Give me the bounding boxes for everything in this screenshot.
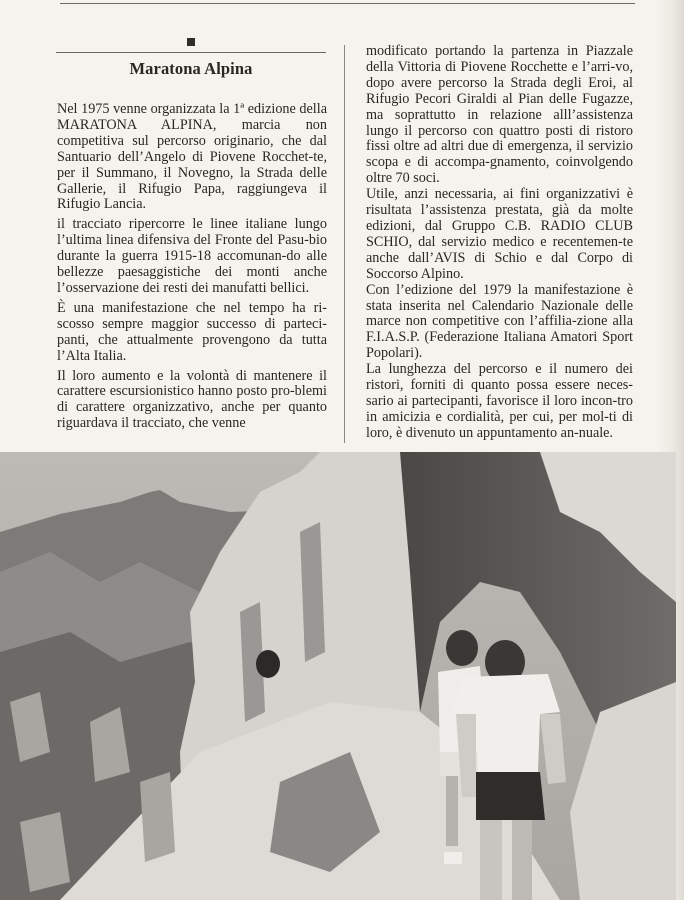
paragraph: il tracciato ripercorre le linee italiane lungo l’ultima linea difensiva del Fronte del Pasu-bio durante la guerra 1915-18 accomunan-do alle bellezze paesaggistiche dei monti anche l’osservazione dei resti dei manufatti bellici.	[57, 216, 327, 296]
paragraph: È una manifestazione che nel tempo ha ri-scosso sempre maggior successo di parteci-panti, che attualmente provengono da tutta l’Alta Italia.	[57, 299, 327, 364]
top-rule	[60, 3, 635, 4]
tunnel-opening	[256, 650, 280, 678]
section-bullet-icon	[187, 38, 195, 46]
article-title: Maratona Alpina	[129, 59, 253, 78]
heading-rule	[56, 52, 326, 53]
paragraph: Nel 1975 venne organizzata la 1ª edizione della MARATONA ALPINA, marcia non competitiva sul percorso originario, che dal Santuario dell’Angelo di Piovene Rocchet-te, per il Summano, il Novegno, la Strada delle Gallerie, il Rifugio Papa, raggiungeva il Rifugio Lancia.	[57, 101, 327, 213]
column-divider	[344, 45, 345, 443]
paragraph: Il loro aumento e la volontà di mantenere il carattere escursionistico hanno posto pro-blemi di carattere organizzativo, anche per quanto riguardava il tracciato, che venne	[57, 367, 327, 432]
paragraph: Con l’edizione del 1979 la manifestazione è stata inserita nel Calendario Nazionale delle marce non competitive con l’affilia-zione alla F.I.A.S.P. (Federazione Italiana Amatori Sport Popolari).	[366, 281, 633, 362]
right-column	[366, 44, 633, 442]
paragraph: Utile, anzi necessaria, ai fini organizzativi è risultata l’assistenza prestata, già da molte edizioni, dal Gruppo C.B. RADIO CLUB SCHIO, dal servizio medico e recentemen-te anche dall’AVIS di Schio e dal Corpo di Soccorso Alpino.	[366, 186, 633, 282]
mountain-trail-photo	[0, 452, 676, 900]
article-heading	[56, 38, 326, 79]
paragraph: modificato portando la partenza in Piazzale della Vittoria di Piovene Rocchette e l’arri-vo, dopo avere percorso la Strada degli Eroi, al Rifugio Pecori Giraldi al Pian delle Fugazze, ma soprattutto in relazione alll’assistenza lungo il percorso con quattro posti di ristoro fissi oltre ad altri due di emergenza, il servizio scopa e di accompa-gnamento, coinvolgendo oltre 70 soci.	[366, 43, 633, 187]
paragraph: La lunghezza del percorso e il numero dei ristori, forniti di quanto possa essere neces-sario ai partecipanti, favorisce il loro incon-tro in amicizia e cordialità, per cui, per mol-ti di loro, è divenuto un appuntamento an-nuale.	[366, 361, 633, 441]
left-column	[57, 102, 327, 436]
